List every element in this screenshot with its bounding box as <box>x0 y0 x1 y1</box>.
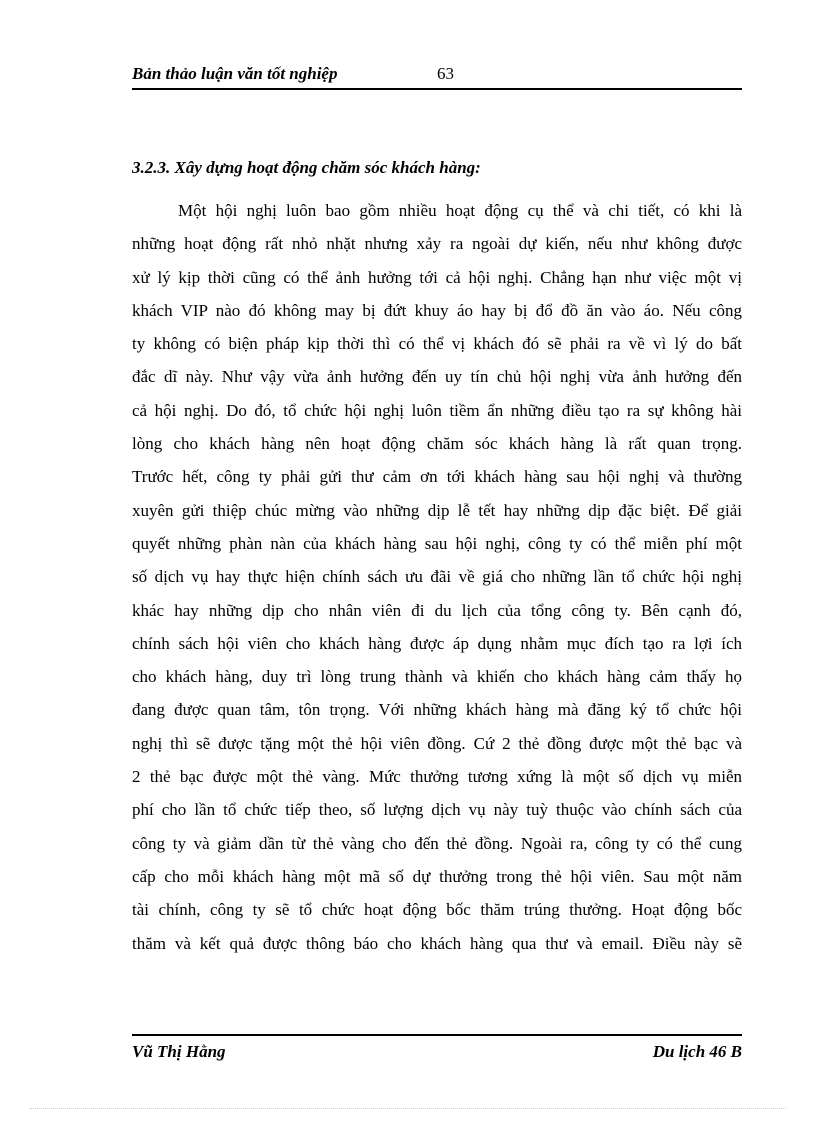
paragraph-line: phí cho lần tổ chức tiếp theo, số lượng dịch vụ này tuỳ thuộc vào chính sách của <box>132 800 742 820</box>
paragraph-line: cho khách hàng, duy trì lòng trung thành và khiến cho khách hàng cảm thấy họ <box>132 667 742 687</box>
paragraph-line: đang được quan tâm, tôn trọng. Với những khách hàng mà đăng ký tổ chức hội <box>132 700 742 720</box>
body-paragraph <box>132 194 742 960</box>
paragraph-line: cả hội nghị. Do đó, tổ chức hội nghị luôn tiềm ẩn những điều tạo ra sự không hài <box>132 400 742 420</box>
paragraph-line: 2 thẻ bạc được một thẻ vàng. Mức thưởng tương xứng là một số dịch vụ miễn <box>132 767 742 787</box>
paragraph-line: số dịch vụ hay thực hiện chính sách ưu đãi về giá cho những lần tổ chức hội nghị <box>132 567 742 587</box>
paragraph-line: cấp cho mỗi khách hàng một mã số dự thưởng trong thẻ hội viên. Sau một năm <box>132 866 742 886</box>
paragraph-line: công ty và giảm dần từ thẻ vàng cho đến thẻ đồng. Ngoài ra, công ty có thể cung <box>132 833 742 853</box>
paragraph-line: Trước hết, công ty phải gửi thư cảm ơn tới khách hàng sau hội nghị và thường <box>132 467 742 487</box>
section-heading: 3.2.3. Xây dựng hoạt động chăm sóc khách hàng: <box>132 158 481 177</box>
paragraph-line: những hoạt động rất nhỏ nhặt nhưng xảy ra ngoài dự kiến, nếu như không được <box>132 234 742 254</box>
paragraph-line: khách VIP nào đó không may bị đứt khuy áo hay bị đổ đồ ăn vào áo. Nếu công <box>132 300 742 320</box>
paragraph-line: quyết những phàn nàn của khách hàng sau hội nghị, công ty có thể miễn phí một <box>132 533 742 553</box>
paragraph-line: khác hay những dịp cho nhân viên đi du lịch của tổng công ty. Bên cạnh đó, <box>132 600 742 620</box>
header-title: Bản thảo luận văn tốt nghiệp <box>132 64 338 83</box>
paragraph-line: lòng cho khách hàng nên hoạt động chăm sóc khách hàng là rất quan trọng. <box>132 434 742 454</box>
paragraph-line: ty không có biện pháp kịp thời thì có thể vị khách đó sẽ phải ra về vì lý do bất <box>132 334 742 354</box>
page-footer <box>132 1034 742 1070</box>
paragraph-line: nghị thì sẽ được tặng một thẻ hội viên đồng. Cứ 2 thẻ đồng được một thẻ bạc và <box>132 733 742 753</box>
paragraph-line: xuyên gửi thiệp chúc mừng vào những dịp lễ tết hay những dịp đặc biệt. Để giải <box>132 500 742 520</box>
paragraph-line: thăm và kết quả được thông báo cho khách hàng qua thư và email. Điều này sẽ <box>132 933 742 953</box>
page-header <box>132 62 742 90</box>
page-edge-divider <box>30 1108 786 1109</box>
paragraph-line: chính sách hội viên cho khách hàng được áp dụng nhằm mục đích tạo ra lợi ích <box>132 633 742 653</box>
paragraph-line: đắc dĩ này. Như vậy vừa ảnh hưởng đến uy tín chủ hội nghị vừa ảnh hưởng đến <box>132 367 742 387</box>
footer-class-name: Du lịch 46 B <box>652 1042 742 1061</box>
paragraph-line: Một hội nghị luôn bao gồm nhiều hoạt động cụ thể và chi tiết, có khi là <box>178 201 742 220</box>
footer-author: Vũ Thị Hằng <box>132 1042 226 1061</box>
paragraph-line: xử lý kịp thời cũng có thể ảnh hưởng tới cả hội nghị. Chẳng hạn như việc một vị <box>132 267 742 287</box>
page-number: 63 <box>437 64 454 83</box>
paragraph-line: tài chính, công ty sẽ tổ chức hoạt động bốc thăm trúng thưởng. Hoạt động bốc <box>132 900 742 920</box>
